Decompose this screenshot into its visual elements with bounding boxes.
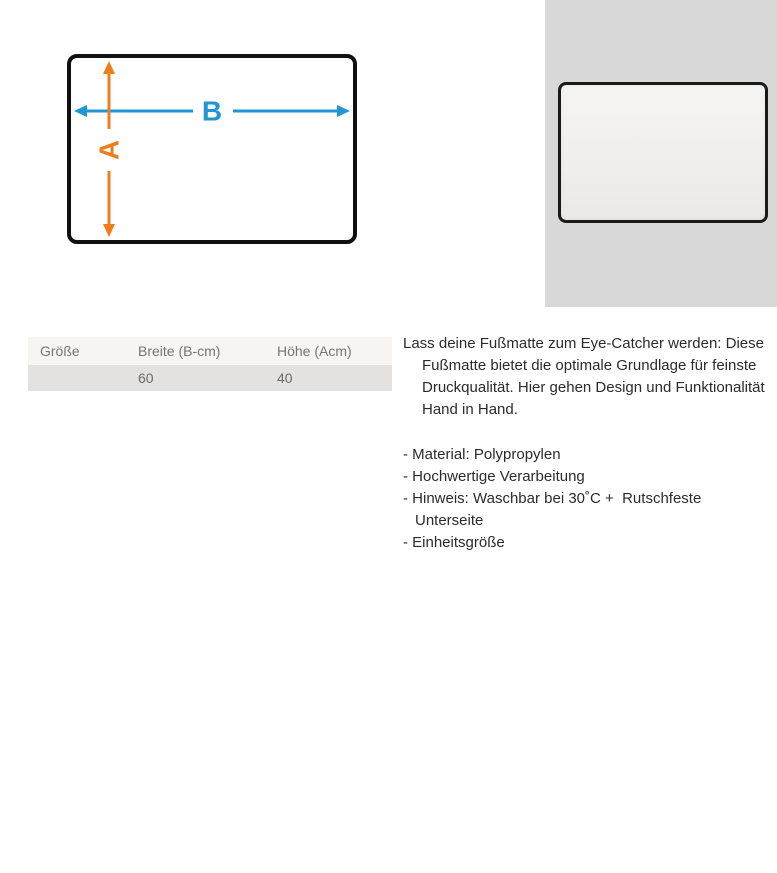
column-header-breite: Breite (B-cm) [138,343,221,359]
width-arrow-right-head [337,105,350,117]
column-header-groesse: Größe [40,343,80,359]
feature-item-einheitsgroesse: - Einheitsgröße [403,534,505,551]
intro-line: Lass deine Fußmatte zum Eye-Catcher werden: Diese [403,335,764,352]
height-arrow-bottom-head [103,224,115,237]
width-arrow-left-head [74,105,87,117]
intro-line: Hand in Hand. [422,401,518,418]
size-table-header-row [28,337,392,365]
height-arrow-top-head [103,61,115,74]
feature-item-material: - Material: Polypropylen [403,446,561,463]
intro-line: Fußmatte bietet die optimale Grundlage für feinste [422,357,757,374]
height-label: A [93,139,125,161]
feature-item-hinweis-wrap: Unterseite [415,512,484,529]
feature-item-verarbeitung: - Hochwertige Verarbeitung [403,468,585,485]
size-diagram [67,54,357,244]
doormat-photo [558,82,768,223]
intro-line: Druckqualität. Hier gehen Design und Funktionalität [422,379,765,396]
dimension-arrows-graphic [71,58,353,240]
cell-hoehe-value: 40 [277,370,293,386]
product-photo-panel [545,0,777,307]
size-table-data-row [28,365,392,391]
feature-list [403,444,773,554]
column-header-hoehe: Höhe (Acm) [277,343,352,359]
description-intro [403,333,773,421]
product-description [403,333,773,554]
width-label: B [201,95,223,127]
cell-breite-value: 60 [138,370,154,386]
size-table [28,337,392,391]
feature-item-hinweis: - Hinweis: Waschbar bei 30˚C + Rutschfeste [403,490,702,507]
